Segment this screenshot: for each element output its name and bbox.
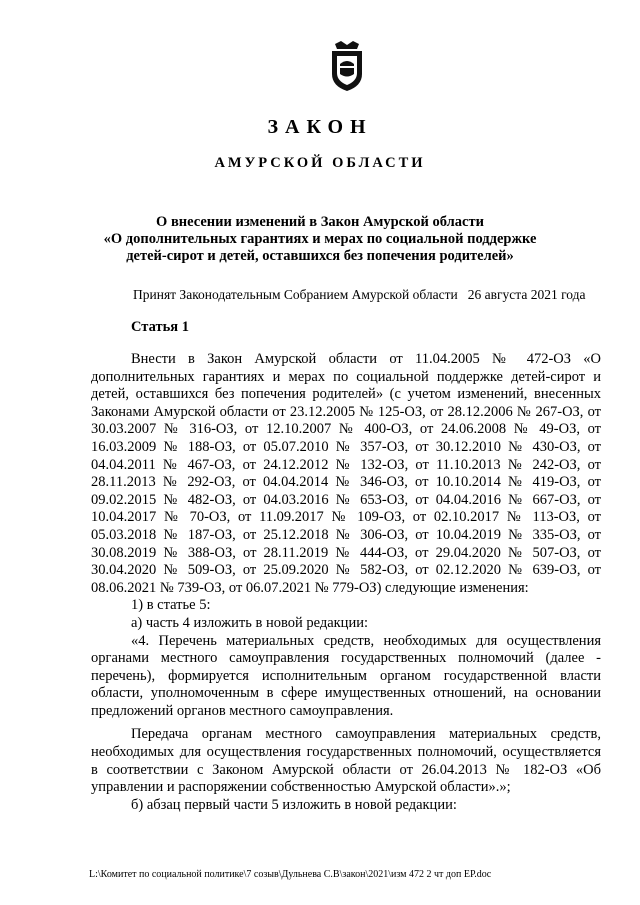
body-paragraph: Внести в Закон Амурской области от 11.04.2005 № 472-ОЗ «О дополнительных гарантиях и мерах по социальной поддержке детей-сирот и детей, оставшихся без попечения родителей» (с учетом изменений, внесенных Законами Амурской области от 23.12.2005 № 125-ОЗ, от 28.12.2006 № 267-ОЗ, от 30.03.2007 № 316-ОЗ, от 12.10.2007 № 400-ОЗ, от 24.06.2008 № 49-ОЗ, от 16.03.2009 № 188-ОЗ, от 05.07.2010 № 357-ОЗ, от 30.12.2010 № 430-ОЗ, от 04.04.2011 № 467-ОЗ, от 24.12.2012 № 132-ОЗ, от 11.10.2013 № 242-ОЗ, от 28.11.2013 № 292-ОЗ, от 04.04.2014 № 346-ОЗ, от 10.10.2014 № 419-ОЗ, от 09.02.2015 № 482-ОЗ, от 04.03.2016 № 653-ОЗ, от 04.04.2016 № 667-ОЗ, от 10.04.2017 № 70-ОЗ, от 11.09.2017 № 109-ОЗ, от 02.10.2017 № 113-ОЗ, от 05.03.2018 № 187-ОЗ, от 25.12.2018 № 306-ОЗ, от 10.04.2019 № 335-ОЗ, от 30.08.2019 № 388-ОЗ, от 28.11.2019 № 444-ОЗ, от 29.04.2020 № 507-ОЗ, от 30.04.2020 № 509-ОЗ, от 25.09.2020 № 582-ОЗ, от 02.12.2020 № 639-ОЗ, от 08.06.2021 № 739-ОЗ, от 06.07.2021 № 779-ОЗ) следующие изменения:: [91, 351, 601, 596]
law-heading: [0, 214, 640, 265]
adoption-text: Принят Законодательным Собранием Амурской области: [133, 287, 458, 302]
adoption-line: [133, 287, 586, 303]
file-path-footer: L:\Комитет по социальной политике\7 созыв\Дульнева С.В\закон\2021\изм 472 2 чт доп ЕР.doc: [89, 869, 492, 880]
article-title: Статья 1: [131, 319, 189, 335]
document-body: [91, 351, 601, 814]
heading-line: детей-сирот и детей, оставшихся без попечения родителей»: [126, 248, 514, 264]
heading-line: «О дополнительных гарантиях и мерах по социальной поддержке: [103, 231, 537, 247]
body-paragraph: 1) в статье 5:: [131, 597, 211, 614]
coat-of-arms-emblem: [327, 40, 367, 92]
document-title: ЗАКОН: [267, 116, 373, 138]
body-paragraph: «4. Перечень материальных средств, необходимых для осуществления органами местного самоуправления государственных полномочий (далее - перечень), формируется исполнительным органом государственной власти области, уполномоченным в сфере имущественных отношений, на основании предложений органов местного самоуправления.: [91, 632, 601, 719]
document-subtitle: АМУРСКОЙ ОБЛАСТИ: [214, 155, 426, 171]
body-paragraph: б) абзац первый части 5 изложить в новой редакции:: [131, 796, 457, 813]
heading-line: О внесении изменений в Закон Амурской области: [156, 214, 484, 230]
adoption-date: 26 августа 2021 года: [467, 287, 586, 302]
body-paragraph: а) часть 4 изложить в новой редакции:: [131, 614, 368, 631]
body-paragraph: Передача органам местного самоуправления материальных средств, необходимых для осуществления государственных полномочий, осуществляется в соответствии с Законом Амурской области от 26.04.2013 № 182-ОЗ «Об управлении и распоряжении собственностью Амурской области».»;: [91, 726, 601, 796]
